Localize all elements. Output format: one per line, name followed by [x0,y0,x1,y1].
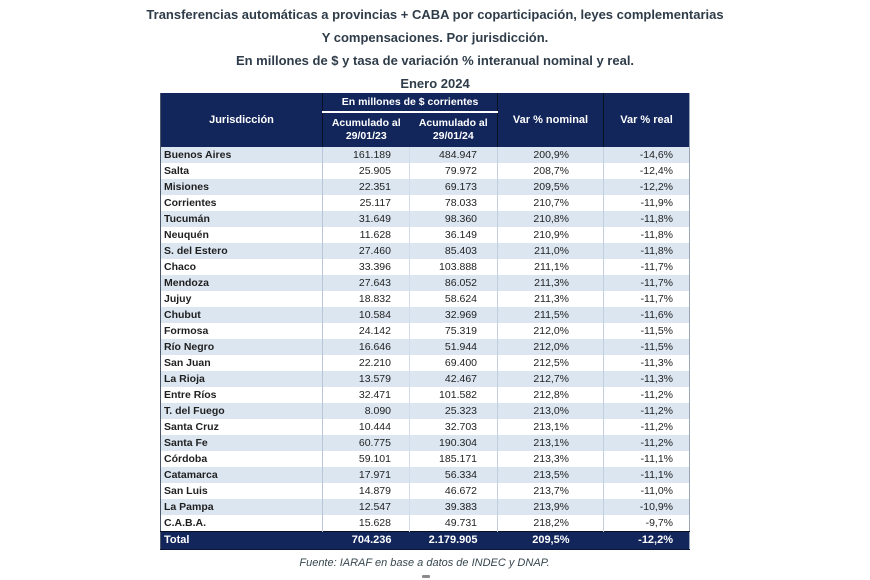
var-real-cell: -11,8% [604,243,690,259]
total-row [161,532,690,550]
jurisdiction-cell: Mendoza [161,275,323,291]
table-row [161,403,690,419]
acumulado-2024-cell: 79.972 [410,163,498,179]
page-artifact-mark [422,575,430,578]
acumulado-2024-cell: 39.383 [410,499,498,515]
table-row [161,307,690,323]
var-real-cell: -11,1% [604,467,690,483]
var-nominal-cell: 211,0% [498,243,604,259]
table-row [161,467,690,483]
table-row [161,259,690,275]
table-header [161,93,690,147]
acumulado-2024-cell: 190.304 [410,435,498,451]
var-nominal-cell: 213,1% [498,419,604,435]
var-real-cell: -11,5% [604,323,690,339]
acumulado-2024-cell: 32.969 [410,307,498,323]
var-real-cell: -11,7% [604,259,690,275]
acumulado-2023-cell: 60.775 [323,435,410,451]
acumulado-2023-cell: 25.905 [323,163,410,179]
var-nominal-cell: 213,5% [498,467,604,483]
var-real-cell: -11,7% [604,275,690,291]
table-row [161,211,690,227]
jurisdiction-cell: Río Negro [161,339,323,355]
jurisdiction-cell: La Pampa [161,499,323,515]
acumulado-2024-cell: 98.360 [410,211,498,227]
total-acumulado-2023: 704.236 [323,532,410,550]
var-real-cell: -11,3% [604,371,690,387]
table-footer [161,532,690,550]
var-real-cell: -12,4% [604,163,690,179]
acumulado-2024-cell: 78.033 [410,195,498,211]
acumulado-2024-cell: 185.171 [410,451,498,467]
var-nominal-cell: 213,9% [498,499,604,515]
acumulado-2024-cell: 75.319 [410,323,498,339]
jurisdiction-cell: Chubut [161,307,323,323]
var-real-cell: -10,9% [604,499,690,515]
jurisdiction-cell: Formosa [161,323,323,339]
var-real-cell: -11,9% [604,195,690,211]
jurisdiction-cell: Entre Ríos [161,387,323,403]
var-nominal-cell: 208,7% [498,163,604,179]
total-label: Total [161,532,323,550]
var-nominal-cell: 213,0% [498,403,604,419]
table-row [161,195,690,211]
acumulado-2023-cell: 25.117 [323,195,410,211]
acumulado-2023-cell: 18.832 [323,291,410,307]
acumulado-2023-cell: 14.879 [323,483,410,499]
table-row [161,147,690,163]
acumulado-2023-cell: 8.090 [323,403,410,419]
acumulado-2023-cell: 32.471 [323,387,410,403]
var-nominal-cell: 211,3% [498,291,604,307]
acumulado-2023-cell: 13.579 [323,371,410,387]
table-row [161,355,690,371]
var-real-cell: -11,0% [604,483,690,499]
table-row [161,435,690,451]
acumulado-2023-cell: 15.628 [323,515,410,532]
table-row [161,451,690,467]
acumulado-2024-cell: 51.944 [410,339,498,355]
var-nominal-cell: 212,0% [498,323,604,339]
column-header-var-nominal: Var % nominal [498,93,604,147]
table-row [161,387,690,403]
jurisdiction-cell: Jujuy [161,291,323,307]
jurisdiction-cell: Santa Cruz [161,419,323,435]
acumulado-2024-cell: 49.731 [410,515,498,532]
jurisdiction-cell: La Rioja [161,371,323,387]
table-row [161,499,690,515]
acumulado-2023-cell: 24.142 [323,323,410,339]
acumulado-2024-cell: 58.624 [410,291,498,307]
transfers-table [160,93,690,550]
total-acumulado-2024: 2.179.905 [410,532,498,550]
var-real-cell: -11,2% [604,419,690,435]
var-nominal-cell: 210,9% [498,227,604,243]
var-real-cell: -9,7% [604,515,690,532]
table-row [161,323,690,339]
var-real-cell: -11,1% [604,451,690,467]
table-row [161,243,690,259]
acumulado-2024-cell: 46.672 [410,483,498,499]
table-row [161,371,690,387]
table-row [161,163,690,179]
acumulado-2024-cell: 32.703 [410,419,498,435]
acumulado-2024-cell: 484.947 [410,147,498,163]
acumulado-2024-cell: 42.467 [410,371,498,387]
column-header-var-real: Var % real [604,93,690,147]
acumulado-2024-cell: 25.323 [410,403,498,419]
column-header-jurisdiccion: Jurisdicción [161,93,323,147]
acumulado-2023-cell: 22.210 [323,355,410,371]
jurisdiction-cell: San Juan [161,355,323,371]
var-nominal-cell: 218,2% [498,515,604,532]
jurisdiction-cell: Neuquén [161,227,323,243]
var-nominal-cell: 212,0% [498,339,604,355]
column-header-acumulado-2023: Acumulado al 29/01/23 [323,112,410,147]
acumulado-2024-cell: 86.052 [410,275,498,291]
table-row [161,515,690,532]
var-real-cell: -11,7% [604,291,690,307]
table-row [161,291,690,307]
total-var-real: -12,2% [604,532,690,550]
var-nominal-cell: 213,3% [498,451,604,467]
var-real-cell: -11,3% [604,355,690,371]
source-note: Fuente: IARAF en base a datos de INDEC y DNAP. [299,557,550,569]
var-real-cell: -11,5% [604,339,690,355]
jurisdiction-cell: T. del Fuego [161,403,323,419]
acumulado-2024-cell: 56.334 [410,467,498,483]
table-row [161,483,690,499]
jurisdiction-cell: Córdoba [161,451,323,467]
column-group-header-millones: En millones de $ corrientes [323,93,498,112]
var-real-cell: -11,8% [604,211,690,227]
var-nominal-cell: 211,3% [498,275,604,291]
var-real-cell: -11,2% [604,435,690,451]
jurisdiction-cell: Salta [161,163,323,179]
acumulado-2023-cell: 27.643 [323,275,410,291]
column-header-acumulado-2024: Acumulado al 29/01/24 [410,112,498,147]
transfers-table-container [160,93,690,550]
var-nominal-cell: 210,7% [498,195,604,211]
table-row [161,227,690,243]
jurisdiction-cell: San Luis [161,483,323,499]
report-title-block [0,7,870,99]
acumulado-2023-cell: 12.547 [323,499,410,515]
var-real-cell: -11,8% [604,227,690,243]
var-nominal-cell: 200,9% [498,147,604,163]
var-nominal-cell: 213,1% [498,435,604,451]
var-real-cell: -11,2% [604,387,690,403]
var-real-cell: -11,6% [604,307,690,323]
acumulado-2024-cell: 101.582 [410,387,498,403]
jurisdiction-cell: Buenos Aires [161,147,323,163]
var-nominal-cell: 210,8% [498,211,604,227]
acumulado-2023-cell: 59.101 [323,451,410,467]
title-period: Enero 2024 [400,76,470,91]
var-nominal-cell: 213,7% [498,483,604,499]
jurisdiction-cell: Tucumán [161,211,323,227]
acumulado-2023-cell: 22.351 [323,179,410,195]
table-row [161,179,690,195]
acumulado-2024-cell: 69.400 [410,355,498,371]
acumulado-2023-cell: 31.649 [323,211,410,227]
table-row [161,419,690,435]
acumulado-2024-cell: 103.888 [410,259,498,275]
jurisdiction-cell: Catamarca [161,467,323,483]
jurisdiction-cell: Corrientes [161,195,323,211]
acumulado-2023-cell: 161.189 [323,147,410,163]
acumulado-2023-cell: 11.628 [323,227,410,243]
acumulado-2023-cell: 27.460 [323,243,410,259]
var-nominal-cell: 212,7% [498,371,604,387]
jurisdiction-cell: C.A.B.A. [161,515,323,532]
total-var-nominal: 209,5% [498,532,604,550]
var-nominal-cell: 209,5% [498,179,604,195]
acumulado-2023-cell: 10.584 [323,307,410,323]
jurisdiction-cell: Chaco [161,259,323,275]
title-line-1: Transferencias automáticas a provincias + CABA por coparticipación, leyes complementarias [146,7,724,22]
var-nominal-cell: 211,5% [498,307,604,323]
var-nominal-cell: 211,1% [498,259,604,275]
table-row [161,339,690,355]
acumulado-2024-cell: 69.173 [410,179,498,195]
jurisdiction-cell: Misiones [161,179,323,195]
table-body [161,147,690,532]
title-line-3: En millones de $ y tasa de variación % interanual nominal y real. [235,53,635,68]
var-real-cell: -14,6% [604,147,690,163]
var-real-cell: -11,2% [604,403,690,419]
acumulado-2023-cell: 16.646 [323,339,410,355]
var-nominal-cell: 212,8% [498,387,604,403]
acumulado-2023-cell: 17.971 [323,467,410,483]
table-row [161,275,690,291]
jurisdiction-cell: Santa Fe [161,435,323,451]
acumulado-2024-cell: 36.149 [410,227,498,243]
jurisdiction-cell: S. del Estero [161,243,323,259]
acumulado-2023-cell: 10.444 [323,419,410,435]
title-line-2: Y compensaciones. Por jurisdicción. [321,30,549,45]
acumulado-2023-cell: 33.396 [323,259,410,275]
var-real-cell: -12,2% [604,179,690,195]
var-nominal-cell: 212,5% [498,355,604,371]
acumulado-2024-cell: 85.403 [410,243,498,259]
